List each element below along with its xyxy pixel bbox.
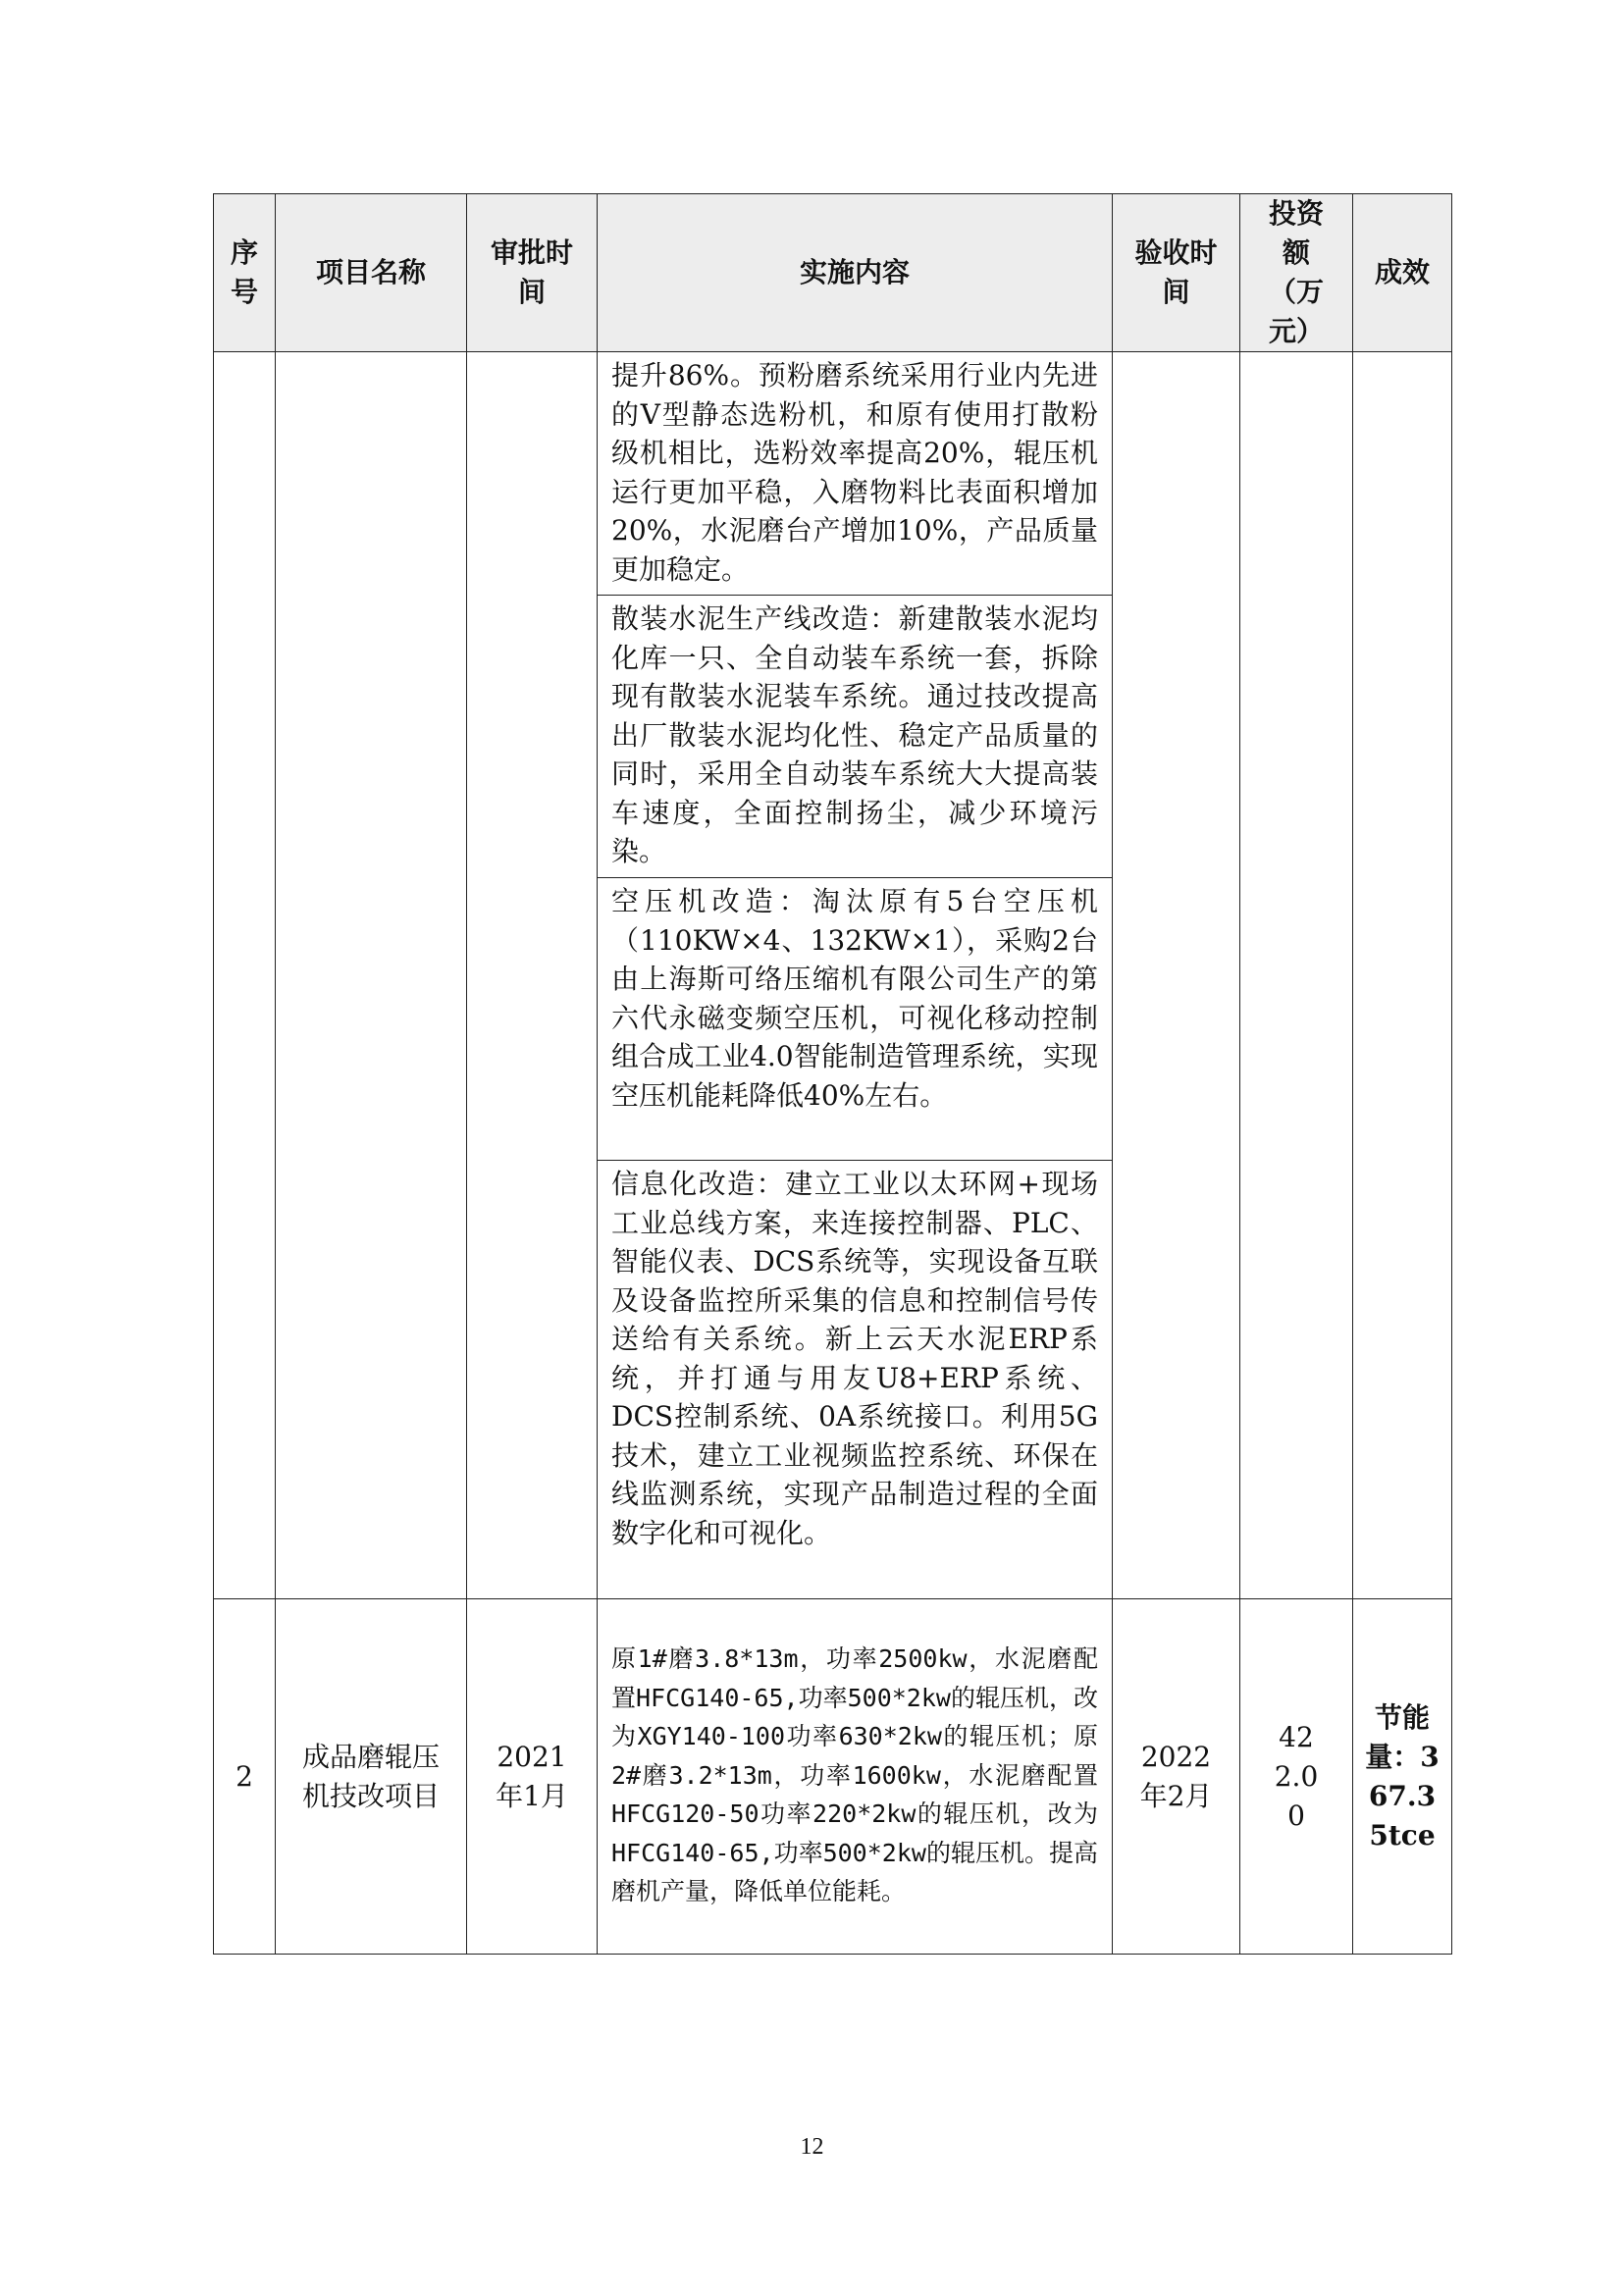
row2-effect: 节能量：367.35tce bbox=[1353, 1599, 1452, 1955]
content-block-4: 信息化改造：建立工业以太环网+现场工业总线方案，来连接控制器、PLC、智能仪表、DCS系统等，实现设备互联及设备监控所采集的信息和控制信号传送给有关系统。新上云天水泥ERP系统，并打通与用友U8+ERP系统、DCS控制系统、0A系统接口。利用5G技术，建立工业视频监控系统、环保在线监测系统，实现产品制造过程的全面数字化和可视化。 bbox=[611, 1168, 1098, 1549]
row2-invest: 422.00 bbox=[1240, 1599, 1353, 1955]
page-number: 12 bbox=[800, 2134, 824, 2160]
header-accept: 验收时间 bbox=[1113, 194, 1240, 352]
header-content: 实施内容 bbox=[598, 194, 1113, 352]
header-row bbox=[214, 194, 1452, 352]
row2-seq: 2 bbox=[214, 1599, 276, 1955]
header-approve: 审批时间 bbox=[467, 194, 598, 352]
row2-name: 成品磨辊压机技改项目 bbox=[276, 1599, 467, 1955]
row2-approve: 2021年1月 bbox=[467, 1599, 598, 1955]
header-invest: 投资额（万元） bbox=[1240, 194, 1353, 352]
content-block-2: 散装水泥生产线改造：新建散装水泥均化库一只、全自动装车系统一套，拆除现有散装水泥装车系统。通过技改提高出厂散装水泥均化性、稳定产品质量的同时，采用全自动装车系统大大提高装车速度，全面控制扬尘，减少环境污染。 bbox=[598, 596, 1112, 878]
content-block-3: 空压机改造：淘汰原有5台空压机（110KW×4、132KW×1），采购2台由上海斯可络压缩机有限公司生产的第六代永磁变频空压机，可视化移动控制组合成工业4.0智能制造管理系统，实现空压机能耗降低40%左右。 bbox=[598, 878, 1112, 1161]
row2-content: 原1#磨3.8*13m，功率2500kw，水泥磨配置HFCG140-65,功率500*2kw的辊压机，改为XGY140-100功率630*2kw的辊压机；原2#磨3.2*13m，功率1600kw，水泥磨配置HFCG120-50功率220*2kw的辊压机，改为HFCG140-65,功率500*2kw的辊压机。提高磨机产量，降低单位能耗。 bbox=[611, 1644, 1098, 1906]
row2-accept: 2022年2月 bbox=[1113, 1599, 1240, 1955]
header-effect: 成效 bbox=[1353, 194, 1452, 352]
continued-effect-cell bbox=[1353, 352, 1452, 1599]
row2-content-cell bbox=[598, 1599, 1113, 1955]
continued-invest-cell bbox=[1240, 352, 1353, 1599]
continued-name-cell bbox=[276, 352, 467, 1599]
continued-seq-cell bbox=[214, 352, 276, 1599]
project-table bbox=[213, 193, 1452, 1955]
content-block-1: 提升86%。预粉磨系统采用行业内先进的V型静态选粉机，和原有使用打散粉级机相比，选粉效率提高20%，辊压机运行更加平稳，入磨物料比表面积增加20%，水泥磨台产增加10%，产品质量更加稳定。 bbox=[598, 352, 1112, 596]
continued-content-cell bbox=[598, 352, 1113, 1599]
continued-accept-cell bbox=[1113, 352, 1240, 1599]
header-name: 项目名称 bbox=[276, 194, 467, 352]
table-row-continued bbox=[214, 352, 1452, 1599]
continued-approve-cell bbox=[467, 352, 598, 1599]
table-row-2 bbox=[214, 1599, 1452, 1955]
header-seq: 序号 bbox=[214, 194, 276, 352]
